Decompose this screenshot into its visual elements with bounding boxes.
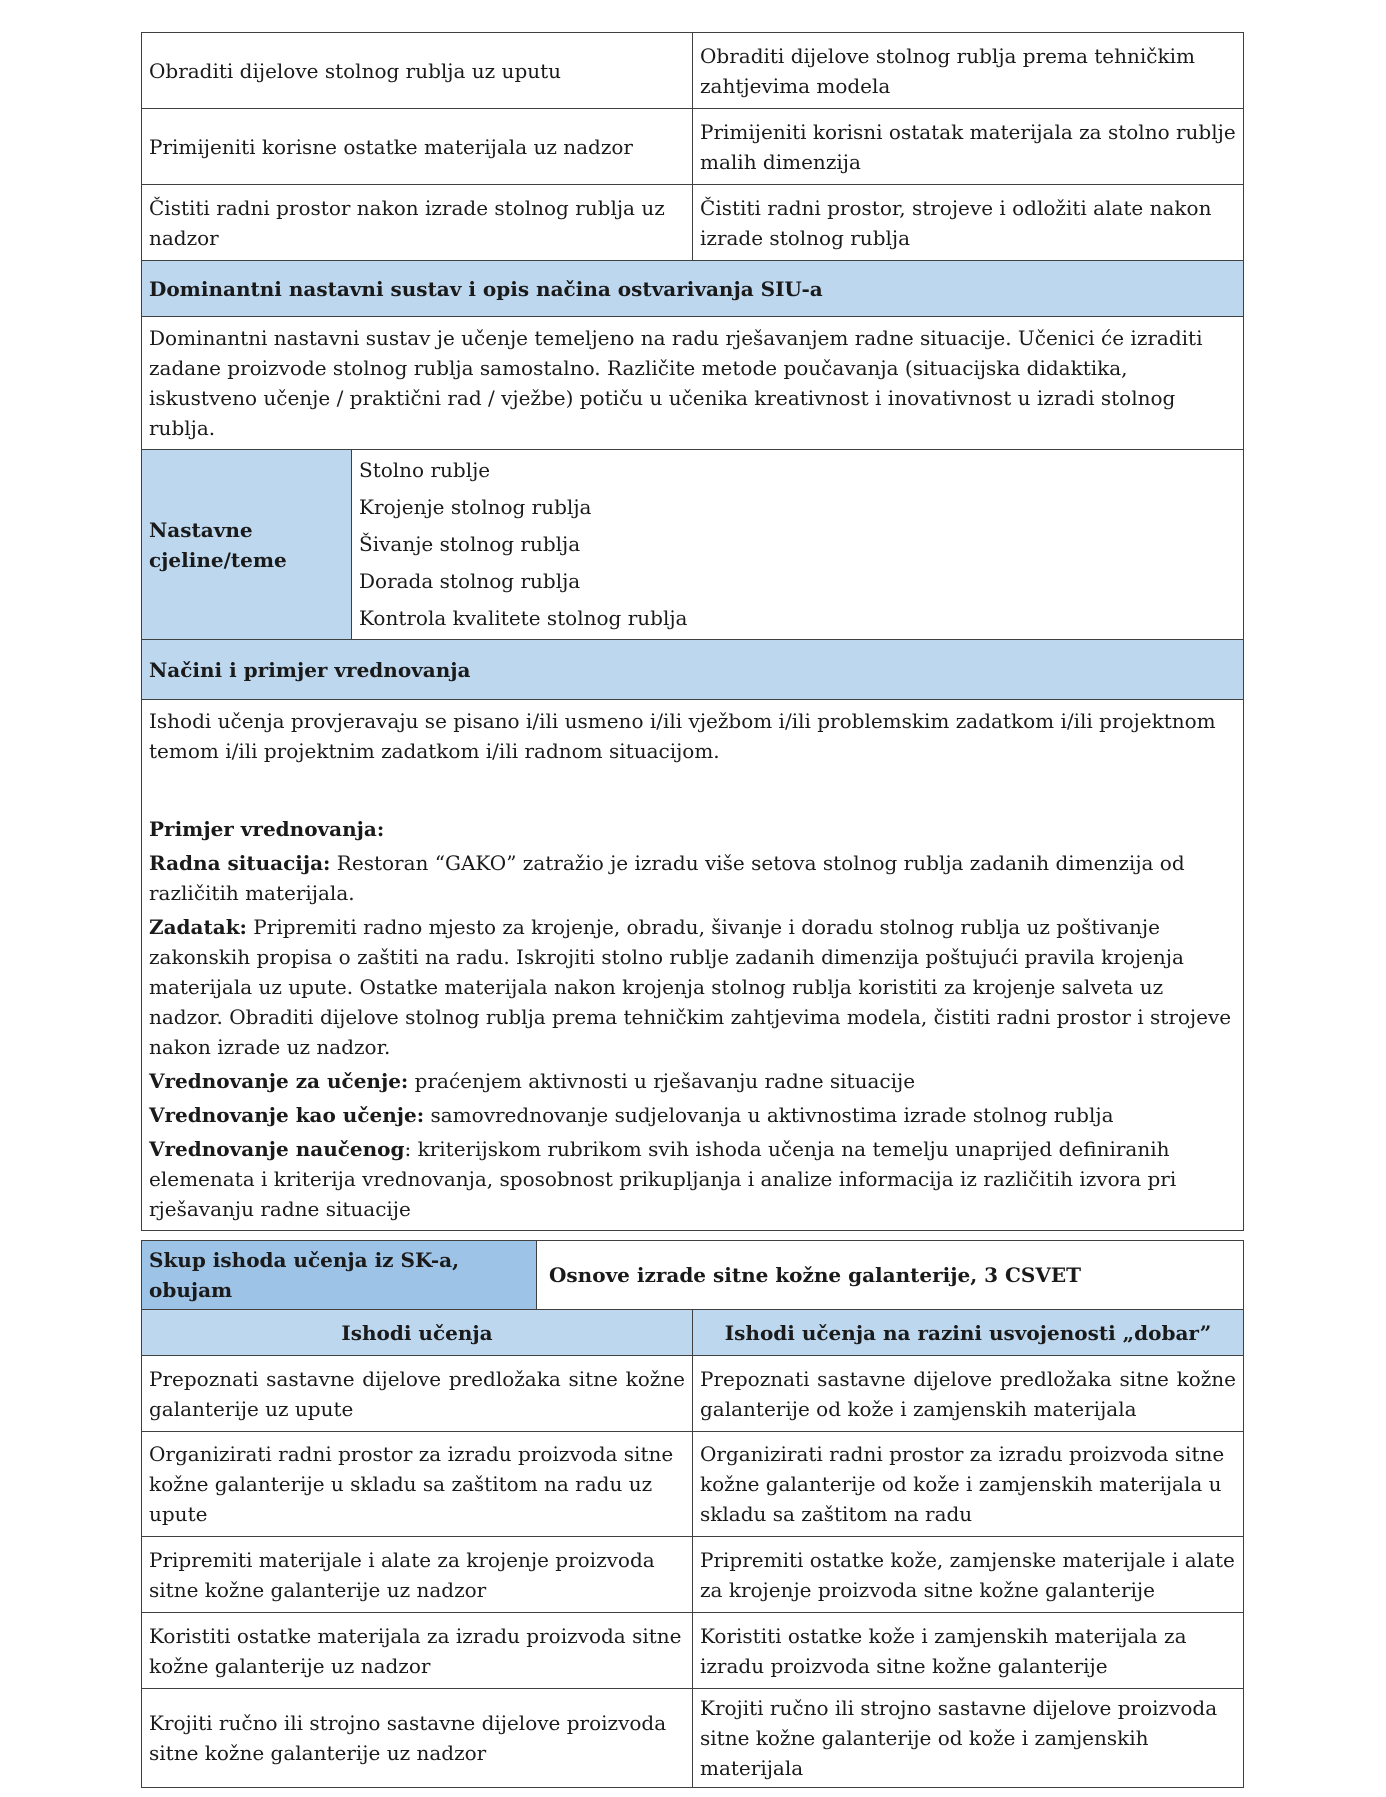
outcome-good-cell: Krojiti ručno ili strojno sastavne dijelove proizvoda sitne kožne galanterije od kože i zamjenskih materijala bbox=[693, 1689, 1244, 1788]
table-row bbox=[142, 1537, 1244, 1613]
outcome-good-cell: Pripremiti ostatke kože, zamjenske materijale i alate za krojenje proizvoda sitne kožne galanterije bbox=[693, 1537, 1244, 1613]
example-heading: Primjer vrednovanja: bbox=[149, 817, 385, 841]
outcome-good-cell: Čistiti radni prostor, strojeve i odložiti alate nakon izrade stolnog rublja bbox=[693, 185, 1244, 261]
outcome-good-cell: Organizirati radni prostor za izradu proizvoda sitne kožne galanterije od kože i zamjenskih materijala u skladu sa zaštitom na radu bbox=[693, 1432, 1244, 1537]
col-header-good: Ishodi učenja na razini usvojenosti „dobar” bbox=[693, 1310, 1244, 1356]
evaluation-item bbox=[149, 1100, 1236, 1130]
evaluation-item bbox=[149, 1134, 1236, 1224]
set-label: Skup ishoda učenja iz SK-a, obujam bbox=[142, 1241, 537, 1310]
dominant-heading: Dominantni nastavni sustav i opis načina ostvarivanja SIU-a bbox=[142, 261, 1244, 317]
evaluation-content bbox=[142, 700, 1244, 1231]
set-row bbox=[142, 1241, 1244, 1310]
item-label: Zadatak: bbox=[149, 915, 247, 939]
item-text: samovrednovanje sudjelovanja u aktivnostima izrade stolnog rublja bbox=[424, 1103, 1114, 1127]
evaluation-item bbox=[149, 848, 1236, 908]
table-row bbox=[142, 1689, 1244, 1788]
outcome-cell: Obraditi dijelove stolnog rublja uz uputu bbox=[142, 33, 693, 109]
outcome-good-cell: Prepoznati sastavne dijelove predložaka sitne kožne galanterije od kože i zamjenskih materijala bbox=[693, 1356, 1244, 1432]
item-label: Radna situacija: bbox=[149, 851, 331, 875]
outcome-cell: Organizirati radni prostor za izradu proizvoda sitne kožne galanterije u skladu sa zaštitom na radu uz upute bbox=[142, 1432, 693, 1537]
topics-label: Nastavne cjeline/teme bbox=[142, 450, 352, 640]
learning-outcomes-table bbox=[141, 1240, 1244, 1788]
table-row bbox=[142, 1613, 1244, 1689]
outcome-cell: Primijeniti korisne ostatke materijala uz nadzor bbox=[142, 109, 693, 185]
table-row bbox=[142, 1432, 1244, 1537]
outcome-cell: Krojiti ručno ili strojno sastavne dijelove proizvoda sitne kožne galanterije uz nadzor bbox=[142, 1689, 693, 1788]
item-label: Vrednovanje za učenje: bbox=[149, 1069, 409, 1093]
outcome-cell: Čistiti radni prostor nakon izrade stolnog rublja uz nadzor bbox=[142, 185, 693, 261]
outcome-cell: Pripremiti materijale i alate za krojenje proizvoda sitne kožne galanterije uz nadzor bbox=[142, 1537, 693, 1613]
table-row bbox=[142, 1356, 1244, 1432]
topics-list bbox=[352, 450, 1244, 640]
header-row bbox=[142, 1310, 1244, 1356]
topics-row bbox=[142, 450, 1244, 640]
topic-item: Šivanje stolnog rublja bbox=[359, 532, 581, 556]
topic-item: Stolno rublje bbox=[359, 458, 491, 482]
table-row bbox=[142, 109, 1244, 185]
outcome-good-cell: Koristiti ostatke kože i zamjenskih materijala za izradu proizvoda sitne kožne galanterije bbox=[693, 1613, 1244, 1689]
table-row bbox=[142, 185, 1244, 261]
item-label: Vrednovanje kao učenje: bbox=[149, 1103, 425, 1127]
outcome-good-cell: Primijeniti korisni ostatak materijala za stolno rublje malih dimenzija bbox=[693, 109, 1244, 185]
outcome-cell: Koristiti ostatke materijala za izradu proizvoda sitne kožne galanterije uz nadzor bbox=[142, 1613, 693, 1689]
set-value: Osnove izrade sitne kožne galanterije, 3 CSVET bbox=[537, 1241, 1244, 1310]
curriculum-table bbox=[141, 32, 1244, 1231]
item-label: Vrednovanje naučenog bbox=[149, 1137, 405, 1161]
outcome-cell: Prepoznati sastavne dijelove predložaka sitne kožne galanterije uz upute bbox=[142, 1356, 693, 1432]
evaluation-row bbox=[142, 700, 1244, 1231]
topic-item: Krojenje stolnog rublja bbox=[359, 495, 592, 519]
item-text: Pripremiti radno mjesto za krojenje, obradu, šivanje i doradu stolnog rublja uz poštivanje zakonskih propisa o zaštiti na radu. Iskrojiti stolno rublje zadanih dimenzija poštujući pravila krojenja materijala uz upute. Ostatke materijala nakon krojenja stolnog rublja koristiti za krojenje salveta uz nadzor. Obraditi dijelove stolnog rublja prema tehničkim zahtjevima modela, čistiti radni prostor i strojeve nakon izrade uz nadzor. bbox=[149, 915, 1232, 1059]
evaluation-heading: Načini i primjer vrednovanja bbox=[142, 640, 1244, 700]
outcome-good-cell: Obraditi dijelove stolnog rublja prema tehničkim zahtjevima modela bbox=[693, 33, 1244, 109]
item-text: praćenjem aktivnosti u rješavanju radne situacije bbox=[408, 1069, 916, 1093]
col-header-outcomes: Ishodi učenja bbox=[142, 1310, 693, 1356]
topic-item: Dorada stolnog rublja bbox=[359, 569, 581, 593]
evaluation-item bbox=[149, 912, 1236, 1062]
table-row bbox=[142, 33, 1244, 109]
dominant-text: Dominantni nastavni sustav je učenje temeljeno na radu rješavanjem radne situacije. Učenici će izraditi zadane proizvode stolnog rublja samostalno. Različite metode poučavanja (situacijska didaktika, iskustveno učenje / praktični rad / vježbe) potiču u učenika kreativnost i inovativnost u izradi stolnog rublja. bbox=[142, 317, 1244, 450]
evaluation-intro: Ishodi učenja provjeravaju se pisano i/ili usmeno i/ili vježbom i/ili problemskim zadatkom i/ili projektnom temom i/ili projektnim zadatkom i/ili radnom situacijom. bbox=[149, 709, 1216, 763]
item-text: Restoran “GAKO” zatražio je izradu više setova stolnog rublja zadanih dimenzija od različitih materijala. bbox=[149, 851, 1185, 905]
section-heading-row bbox=[142, 640, 1244, 700]
section-heading-row bbox=[142, 261, 1244, 317]
topic-item: Kontrola kvalitete stolnog rublja bbox=[359, 606, 688, 630]
evaluation-item bbox=[149, 1066, 1236, 1096]
table-row bbox=[142, 317, 1244, 450]
item-text: : kriterijskom rubrikom svih ishoda učenja na temelju unaprijed definiranih elemenata i kriterija vrednovanja, sposobnost prikupljanja i analize informacija iz različitih izvora pri rješavanju radne situacije bbox=[149, 1137, 1177, 1221]
